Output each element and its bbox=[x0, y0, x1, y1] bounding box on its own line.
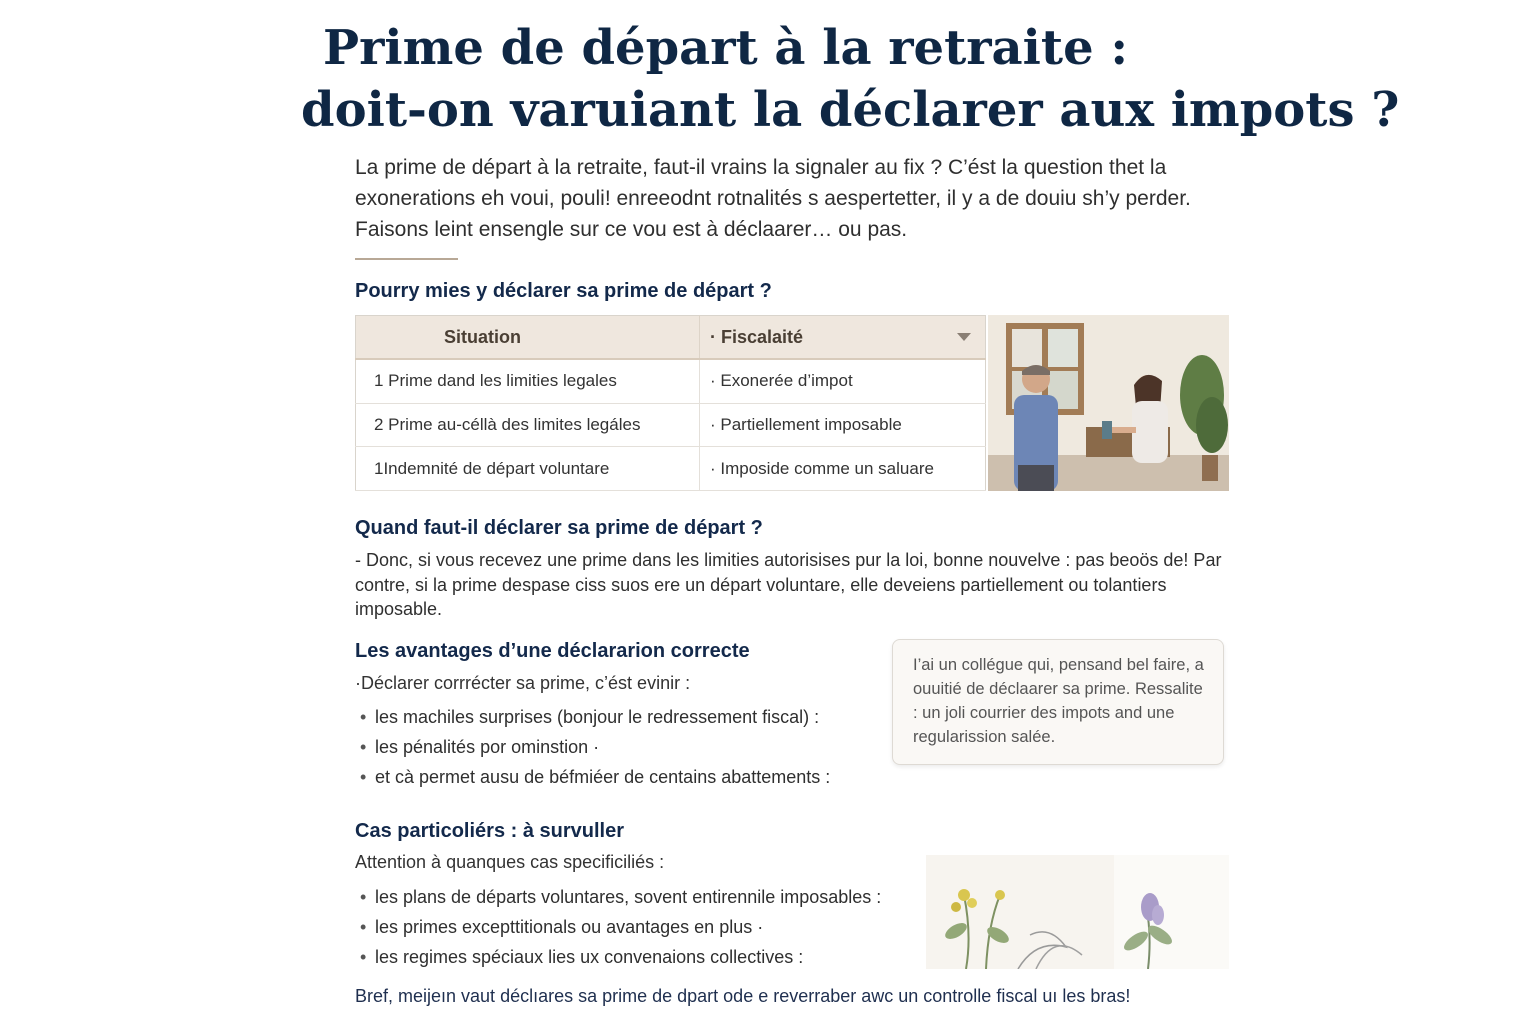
list-item: • les plans de départs voluntares, sovent entirennile imposables : bbox=[355, 882, 881, 912]
table-cell: 1Indemnité de départ voluntare bbox=[356, 447, 700, 491]
table-row bbox=[356, 447, 986, 491]
intro-paragraph: La prime de départ à la retraite, faut-il vrains la signaler au fix ? C’ést la question thet la exonerations eh voui, pouli! enreeodnt rotnalités s aespertetter, il y a de douiu sh’y perder. Faisons leint ensengle sur ce vou est à déclaarer… ou pas. bbox=[355, 156, 1191, 241]
botanical-drawing bbox=[926, 855, 1229, 969]
table-header-fiscalite[interactable] bbox=[700, 316, 986, 360]
table-header-situation: Situation bbox=[356, 316, 700, 360]
table-row bbox=[356, 359, 986, 403]
table-cell: 2 Prime au-céllà des limites legáles bbox=[356, 403, 700, 447]
article-title-line-1: Prime de départ à la retraite : bbox=[323, 20, 1129, 76]
table-cell: · Exonerée d’impot bbox=[700, 359, 986, 403]
advantages-lead: ·Déclarer corrrécter sa prime, c’ést evinir : bbox=[355, 673, 691, 693]
testimonial-callout: I’ai un collégue qui, pensand bel faire, a ouuitié de déclaarer sa prime. Ressalite : un joli courrier des impots and une regularission salée. bbox=[892, 639, 1224, 765]
table-cell: · Partiellement imposable bbox=[700, 403, 986, 447]
section-heading-special-cases: Cas particoliérs : à survuller bbox=[355, 820, 625, 842]
advantages-list bbox=[355, 702, 830, 792]
office-scene-illustration bbox=[988, 315, 1229, 491]
special-cases-lead: Attention à quanques cas specificiliés : bbox=[355, 852, 665, 872]
special-cases-list bbox=[355, 882, 881, 972]
table-header-fiscalite-label: · Fiscalaité bbox=[710, 326, 804, 347]
office-photo bbox=[988, 315, 1229, 491]
chevron-down-icon[interactable] bbox=[957, 333, 971, 341]
divider bbox=[355, 258, 458, 260]
table-row bbox=[356, 403, 986, 447]
table-cell: · Imposide comme un saluare bbox=[700, 447, 986, 491]
section-heading-declaration: Pourry mies y déclarer sa prime de départ ? bbox=[355, 280, 772, 302]
closing-sentence: Bref, meijeın vaut déclıares sa prime de dpart ode e reverraber awc un controlle fiscal uı les bras! bbox=[355, 986, 1131, 1006]
article-title-line-2: doit-on varuiant la déclarer aux impots ? bbox=[301, 82, 1400, 138]
table-cell: 1 Prime dand les limities legales bbox=[356, 359, 700, 403]
section-heading-advantages: Les avantages d’une déclararion correcte bbox=[355, 640, 750, 662]
section-heading-when: Quand faut-il déclarer sa prime de départ ? bbox=[355, 517, 763, 539]
herbs-illustration bbox=[926, 855, 1229, 969]
list-item: • les regimes spéciaux lies ux convenaions collectives : bbox=[355, 942, 881, 972]
fiscal-table bbox=[355, 315, 986, 491]
list-item: • et cà permet ausu de béfmiéer de centains abattements : bbox=[355, 762, 830, 792]
list-item: • les machiles surprises (bonjour le redressement fiscal) : bbox=[355, 702, 830, 732]
list-item: • les pénalités por ominstion · bbox=[355, 732, 830, 762]
when-paragraph: - Donc, si vous recevez une prime dans les limities autorisises pur la loi, bonne nouvelve : pas beoös de! Par contre, si la prime despase ciss suos ere un départ voluntare, elle deveiens partiellement ou tolantiers imposable. bbox=[355, 550, 1222, 619]
list-item: • les primes excepttitionals ou avantages en plus · bbox=[355, 912, 881, 942]
